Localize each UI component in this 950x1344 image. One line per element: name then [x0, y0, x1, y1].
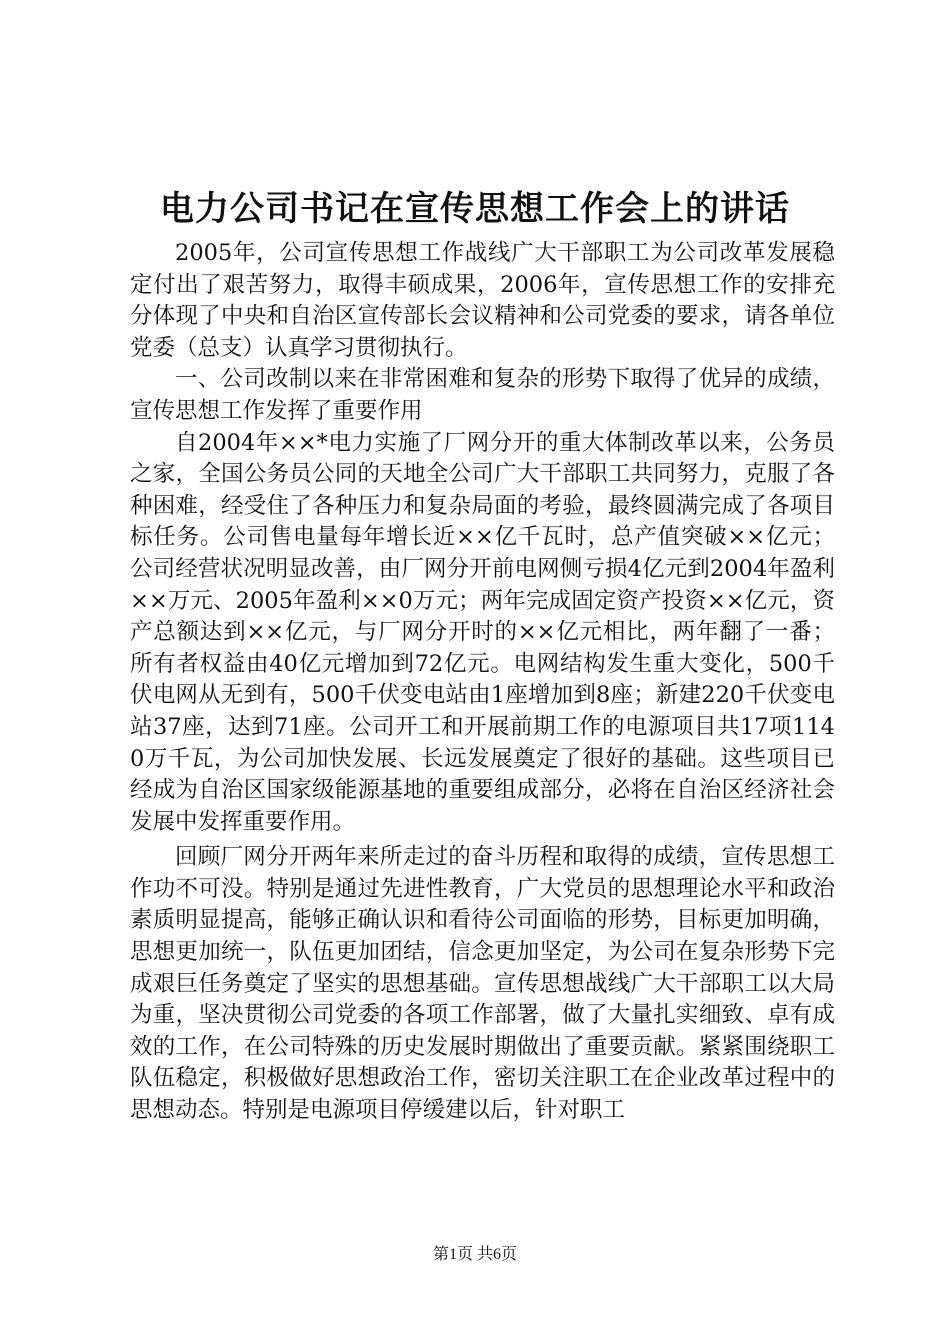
page-footer: 第1页 共6页: [432, 1246, 517, 1263]
paragraph-intro: 2005年，公司宣传思想工作战线广大干部职工为公司改革发展稳定付出了艰苦努力，取得丰硕成果，2006年，宣传思想工作的安排充分体现了中央和自治区宣传部长会议精神和公司党委的要求，请各单位党委（总支）认真学习贯彻执行。: [130, 240, 835, 361]
page-title: 电力公司书记在宣传思想工作会上的讲话: [160, 189, 790, 229]
paragraph-achievements: 自2004年××*电力实施了厂网分开的重大体制改革以来，公务员之家，全国公务员公同的天地全公司广大干部职工共同努力，克服了各种困难，经受住了各种压力和复杂局面的考验，最终圆满完成了各项目标任务。公司售电量每年增长近××亿千瓦时，总产值突破××亿元；公司经营状况明显改善，由厂网分开前电网侧亏损4亿元到2004年盈利××万元、2005年盈利××0万元；两年完成固定资产投资××亿元，资产总额达到××亿元，与厂网分开时的××亿元相比，两年翻了一番；所有者权益由40亿元增加到72亿元。电网结构发生重大变化，500千伏电网从无到有，500千伏变电站由1座增加到8座；新建220千伏变电站37座，达到71座。公司开工和开展前期工作的电源项目共17项1140万千瓦，为公司加快发展、长远发展奠定了很好的基础。这些项目已经成为自治区国家级能源基地的重要组成部分，必将在自治区经济社会发展中发挥重要作用。: [130, 429, 835, 835]
paragraph-section-heading: 一、公司改制以来在非常困难和复杂的形势下取得了优异的成绩，宣传思想工作发挥了重要作用: [130, 366, 835, 424]
document-body: [130, 238, 835, 1127]
paragraph-review: 回顾厂网分开两年来所走过的奋斗历程和取得的成绩，宣传思想工作功不可没。特别是通过先进性教育，广大党员的思想理论水平和政治素质明显提高，能够正确认识和看待公司面临的形势，目标更加明确，思想更加统一，队伍更加团结，信念更加坚定，为公司在复杂形势下完成艰巨任务奠定了坚实的思想基础。宣传思想战线广大干部职工以大局为重，坚决贯彻公司党委的各项工作部署，做了大量扎实细致、卓有成效的工作，在公司特殊的历史发展时期做出了重要贡献。紧紧围绕职工队伍稳定，积极做好思想政治工作，密切关注职工在企业改革过程中的思想动态。特别是电源项目停缓建以后，针对职工: [130, 844, 835, 1124]
